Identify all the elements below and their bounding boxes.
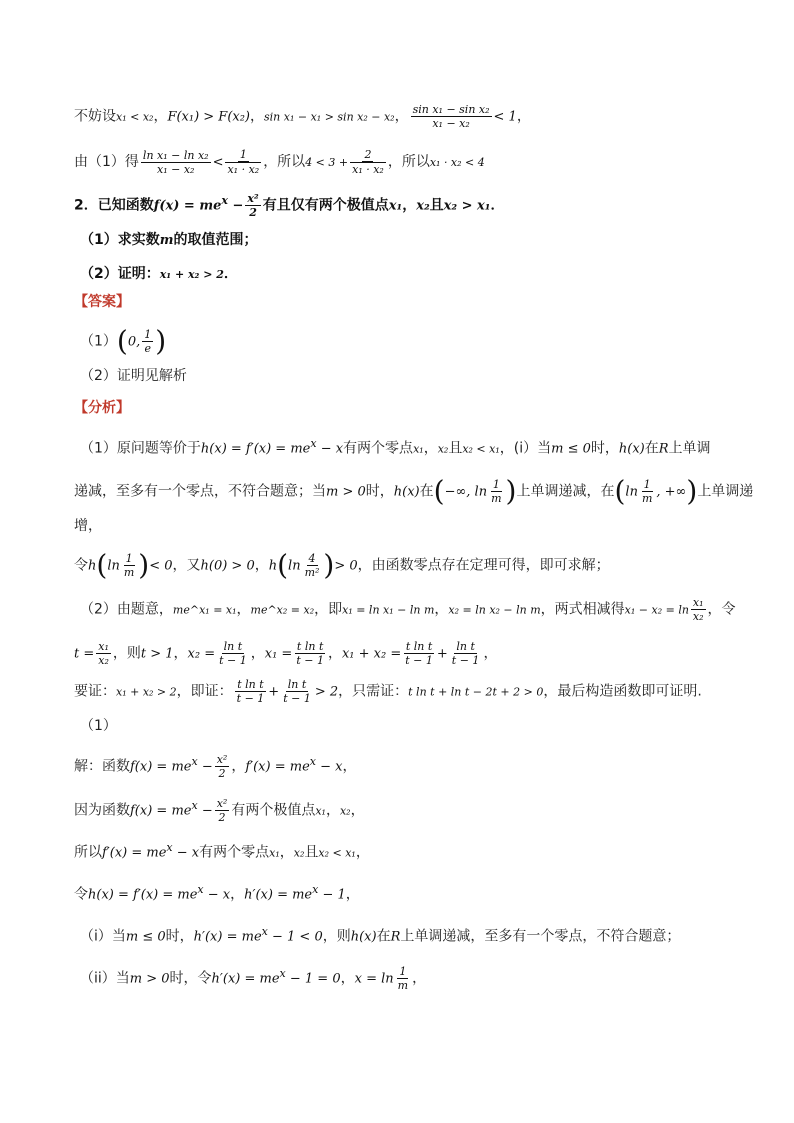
text: ， (254, 557, 269, 574)
fraction: $\frac{\text{ln t}}{t - 1}$ (219, 640, 247, 667)
text: 有两个零点 (199, 844, 270, 861)
math: x₁ (315, 804, 326, 818)
text: 时，令 (169, 970, 212, 987)
math: h(x) (393, 484, 420, 500)
math: ln (625, 484, 638, 500)
fraction: $\frac{\text{ln x₁ − ln x₂}}{\text{x₁ − x₂}}$ (142, 148, 209, 176)
text: （2）证明： (80, 266, 160, 282)
math: f(x) = me (130, 803, 192, 819)
text: ， (153, 108, 168, 125)
text: 且 (448, 440, 463, 457)
text: ， (402, 197, 417, 214)
math: F(x₁) > F(x₂) (167, 109, 251, 125)
math: m > 0 (129, 971, 170, 987)
math: − 1 = 0 (285, 971, 341, 987)
text: ，则 (322, 928, 351, 945)
text: 的取值范围； (173, 232, 258, 248)
fraction: $\frac{\text{x₁}}{\text{x₂}}$ (98, 640, 109, 667)
math: x₁ = (264, 646, 293, 662)
math: < 1 (493, 109, 517, 125)
question-2 (80, 264, 754, 285)
math: x₁ + x₂ > 2 (159, 268, 224, 281)
fraction: $\frac{1}{m}$ (641, 478, 653, 505)
math: R (658, 441, 669, 457)
math: x (191, 799, 198, 812)
math: f′(x) = me (102, 845, 167, 861)
fraction: $\frac{\text{x²}}{2}$ (247, 192, 259, 220)
math: ( (433, 474, 445, 508)
math: x (221, 194, 228, 207)
text: （1） (80, 333, 117, 350)
math: x (312, 883, 319, 896)
text: ， (345, 886, 360, 903)
math: t = (74, 646, 95, 662)
math: + (436, 646, 448, 662)
math: − 1 < 0 (267, 929, 323, 945)
math: x₁ · x₂ < 4 (429, 156, 485, 169)
math: x₁ + x₂ > 2 (116, 685, 177, 699)
math: ) (155, 324, 167, 358)
math: ln (288, 558, 301, 574)
math: ) (323, 548, 335, 582)
math: x (310, 437, 317, 450)
math: ( (614, 474, 626, 508)
fraction: $\frac{\text{ln t}}{t - 1}$ (283, 678, 311, 705)
text: 2．已知函数 (74, 197, 154, 214)
text: ，又 (172, 557, 201, 574)
answer-2: （2）证明见解析 (80, 368, 187, 384)
analysis-line-2 (74, 474, 754, 508)
text: 所以 (74, 844, 102, 861)
math: x (197, 883, 204, 896)
math: x (261, 925, 268, 938)
fraction: $\frac{\text{ln t}}{t - 1}$ (451, 640, 480, 667)
math: > 2 (314, 684, 339, 700)
text: 令 (74, 886, 88, 903)
math: x₂ = ln x₂ − ln m (448, 603, 541, 617)
fraction: $\frac{\text{t ln t}}{t - 1}$ (296, 640, 324, 667)
math: ) (686, 474, 698, 508)
fraction: $\frac{1}{m}$ (397, 965, 409, 993)
math: h(x) = f′(x) = me (200, 441, 311, 457)
fraction: $\frac{1}{e}$ (144, 328, 152, 355)
text: （1）求实数 (80, 232, 160, 248)
math: x₁ (388, 198, 403, 214)
math: − x (203, 887, 231, 903)
math: x₁ − x₂ = ln (624, 603, 689, 617)
math: x (166, 841, 173, 854)
text: 且 (304, 844, 319, 861)
math: ( (277, 548, 289, 582)
text: ，令 (707, 601, 736, 618)
text: ，最后构造函数即可证明. (543, 683, 702, 700)
text: ， (342, 758, 357, 775)
math: −∞, ln (444, 484, 488, 500)
text: ，所以 (263, 154, 306, 170)
answer-1 (80, 324, 754, 358)
text: ， (236, 601, 251, 618)
text: 时， (365, 483, 394, 500)
text: 有两个零点 (343, 440, 414, 457)
math: + (268, 684, 280, 700)
fraction: $\frac{4}{\text{m²}}$ (304, 552, 320, 579)
text: （i）当 (80, 928, 126, 945)
text: ，即证： (176, 683, 233, 700)
text: 解：函数 (74, 758, 130, 775)
solution-line-3 (74, 838, 754, 864)
math: me^x₂ = x₂ (250, 603, 315, 617)
math: − 1 (318, 887, 346, 903)
text: 上单调递减，至多有一个零点，不符合题意； (400, 928, 681, 945)
text: ，只需证： (338, 683, 409, 700)
math: x₂ (416, 198, 430, 214)
solution-line-1 (74, 752, 754, 780)
math: < (212, 155, 224, 170)
math: f(x) = me (130, 759, 192, 775)
text: 上单调 (668, 440, 711, 457)
math: x₁ (269, 846, 280, 860)
text: ， (173, 645, 188, 662)
text: 且 (429, 197, 444, 214)
math: − (197, 759, 213, 775)
math: x₂ (437, 442, 449, 456)
math: m ≤ 0 (125, 929, 166, 945)
solution-line-4 (74, 880, 754, 906)
analysis-line-1 (80, 434, 754, 460)
math: x₂ < x₁ (462, 442, 500, 456)
text: ， (230, 886, 245, 903)
analysis-line-5 (80, 596, 754, 623)
fraction: $\frac{\text{x₁}}{\text{x₂}}$ (692, 596, 704, 623)
text: （1）原问题等价于 (80, 440, 201, 457)
text: ， (325, 802, 340, 819)
text: 因为函数 (74, 802, 130, 819)
text: 有两个极值点 (231, 802, 316, 819)
fraction: $\frac{\text{sin x₁ − sin x₂}}{\text{x₁ − x₂}}$ (412, 103, 490, 130)
text: 令 (74, 557, 88, 574)
math: f(x) = me (153, 198, 222, 214)
math: x (309, 755, 316, 768)
text: 有且仅有两个极值点 (262, 197, 389, 214)
fraction: $\frac{\text{x²}}{2}$ (216, 753, 228, 781)
text: 递减，至多有一个零点，不符合题意；当 (74, 483, 326, 500)
math: − x (316, 441, 344, 457)
math: R (390, 929, 401, 945)
solution-line-2 (74, 796, 754, 824)
text: ， (434, 601, 449, 618)
fraction: $\frac{1}{m}$ (123, 552, 135, 579)
text: ， (250, 108, 265, 125)
text: （2）由题意， (80, 601, 173, 618)
math: h (88, 558, 97, 574)
math: x (279, 967, 286, 980)
text: ． (223, 266, 238, 282)
math: m > 0 (326, 484, 366, 500)
math: h (268, 558, 278, 574)
analysis-line-3: 增， (74, 518, 102, 534)
problem-2-statement (74, 191, 754, 219)
analysis-line-6 (74, 640, 754, 667)
math: ) (505, 474, 517, 508)
text: ， (350, 802, 365, 819)
math: h′(x) = me (244, 887, 313, 903)
text: ， (250, 645, 265, 662)
math: x₁ = ln x₁ − ln m (342, 603, 435, 617)
question-1 (80, 230, 754, 251)
math: t ln t + ln t − 2t + 2 > 0 (408, 685, 544, 699)
math: h′(x) = me (211, 971, 280, 987)
math: − x (172, 845, 200, 861)
math: f′(x) = me (245, 759, 310, 775)
text: 在 (376, 928, 391, 945)
line-2 (74, 148, 754, 176)
math: − x (315, 759, 343, 775)
text: 时， (165, 928, 194, 945)
text: ，则 (112, 645, 141, 662)
text: ，即 (314, 601, 343, 618)
math: h(0) > 0 (200, 558, 255, 574)
line-1 (74, 103, 754, 130)
math: x₂ (293, 846, 305, 860)
math: m (159, 233, 174, 248)
math: − (197, 803, 213, 819)
text: （ii）当 (80, 970, 130, 987)
math: ln (107, 558, 120, 574)
text: ，(i）当 (499, 440, 552, 457)
text: ， (340, 970, 355, 987)
math: h(x) (618, 441, 645, 457)
math: x₂ < x₁ (318, 846, 356, 860)
text: ， (483, 645, 498, 662)
math: m ≤ 0 (551, 441, 591, 457)
text: ， (412, 970, 427, 987)
text: 要证： (74, 683, 116, 700)
fraction: $\frac{1}{m}$ (491, 478, 502, 505)
fraction: $\frac{\text{t ln t}}{t - 1}$ (405, 640, 433, 667)
answer-heading: 【答案】 (74, 294, 130, 310)
fraction: $\frac{\text{x²}}{2}$ (216, 797, 228, 825)
math: ) (138, 548, 150, 582)
math: h(x) = f′(x) = me (88, 887, 198, 903)
text: ， (327, 645, 342, 662)
math: sin x₁ − x₁ > sin x₂ − x₂ (264, 110, 395, 124)
text: ， (279, 844, 294, 861)
solution-line-6 (80, 964, 754, 992)
analysis-heading: 【分析】 (74, 400, 130, 416)
text: ，所以 (387, 154, 430, 170)
math: t > 1 (140, 646, 174, 662)
math: x (191, 755, 198, 768)
math: ( (116, 324, 128, 358)
text: 在 (419, 483, 434, 500)
text: ． (490, 197, 505, 214)
text: 在 (644, 440, 659, 457)
text: ，两式相减得 (540, 601, 625, 618)
text: 时， (590, 440, 619, 457)
solution-part-1: （1） (80, 718, 117, 734)
math: me^x₁ = x₁ (172, 603, 237, 617)
analysis-line-7 (74, 678, 754, 705)
math: x₁ + x₂ = (341, 646, 402, 662)
math: ( (96, 548, 108, 582)
text: ， (394, 108, 409, 125)
text: ，由函数零点存在定理可得，即可求解； (357, 557, 610, 574)
math: > 0 (334, 558, 358, 574)
fraction: $\frac{\text{t ln t}}{t - 1}$ (236, 678, 265, 705)
math: x₂ = (187, 646, 216, 662)
text: 不妨设 (74, 108, 116, 125)
math: x = ln (354, 971, 394, 987)
math: < 0 (149, 558, 173, 574)
math: 4 < 3 + (305, 156, 349, 169)
fraction: $\frac{2}{\text{x₁ · x₂}}$ (352, 148, 384, 176)
text: ， (516, 108, 531, 125)
math: 0, (127, 334, 141, 350)
math: − (227, 198, 244, 214)
text: 上单调递 (697, 483, 754, 500)
text: ， (355, 844, 370, 861)
analysis-line-4 (74, 548, 754, 582)
solution-line-5 (80, 922, 754, 948)
text: 上单调递减，在 (516, 483, 615, 500)
math: , +∞ (656, 484, 687, 500)
math: x₂ > x₁ (443, 198, 491, 214)
text: ， (423, 440, 438, 457)
text: ， (231, 758, 246, 775)
fraction: $\frac{1}{\text{x₁ · x₂}}$ (227, 148, 260, 176)
math: x₁ < x₂ (116, 110, 154, 124)
math: h′(x) = me (193, 929, 262, 945)
math: x₁ (413, 442, 424, 456)
math: x₂ (339, 804, 351, 818)
math: h(x) (350, 929, 377, 945)
text: 由（1）得 (74, 154, 139, 170)
